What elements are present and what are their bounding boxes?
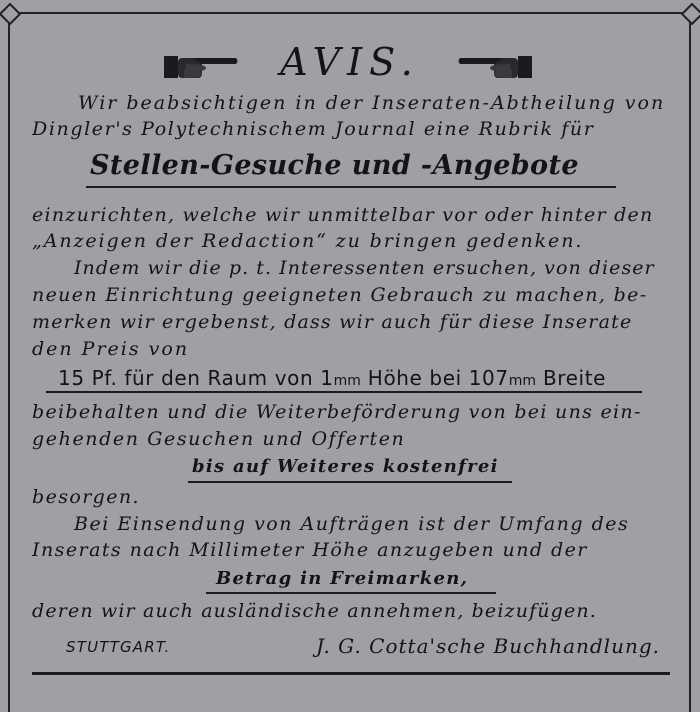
bottom-rule <box>32 672 670 675</box>
text-line: merken wir ergebenst, dass wir auch für diese Inserate <box>32 311 633 333</box>
text-line: beibehalten und die Weiterbeförderung von bei uns ein- <box>32 401 642 423</box>
text-line: „Anzeigen der Redaction“ zu bringen gedenken. <box>32 230 584 252</box>
notice-title: AVIS. <box>280 40 420 84</box>
free-note: bis auf Weiteres kostenfrei <box>192 456 499 477</box>
text-line: deren wir auch ausländische annehmen, beizufügen. <box>32 600 597 622</box>
place: STUTTGART. <box>66 638 171 656</box>
publisher: J. G. Cotta'sche Buchhandlung. <box>316 634 661 658</box>
price-underline <box>46 391 642 393</box>
headline: Stellen-Gesuche und -Angebote <box>90 150 579 181</box>
free-note-underline <box>188 481 512 483</box>
text-line: Indem wir die p. t. Interessenten ersuchen, von dieser <box>74 257 655 279</box>
text-line: besorgen. <box>32 486 140 508</box>
text-line: Dingler's Polytechnischem Journal eine Rubrik für <box>32 118 595 140</box>
text-line: neuen Einrichtung geeigneten Gebrauch zu machen, be- <box>32 284 648 306</box>
headline-underline <box>86 186 616 188</box>
text-line: den Preis von <box>32 338 190 360</box>
text-line: gehenden Gesuchen und Offerten <box>32 428 406 450</box>
text-line: Inserats nach Millimeter Höhe anzugeben und der <box>32 539 588 561</box>
stamps-note: Betrag in Freimarken, <box>216 568 469 589</box>
text-line: Bei Einsendung von Aufträgen ist der Umfang des <box>74 513 630 535</box>
text-line: Wir beabsichtigen in der Inseraten-Abtheilung von <box>78 92 666 114</box>
stamps-note-underline <box>206 592 496 594</box>
price-line: 15 Pf. für den Raum von 1mm Höhe bei 107mm Breite <box>58 366 607 390</box>
text-line: einzurichten, welche wir unmittelbar vor oder hinter den <box>32 204 654 226</box>
